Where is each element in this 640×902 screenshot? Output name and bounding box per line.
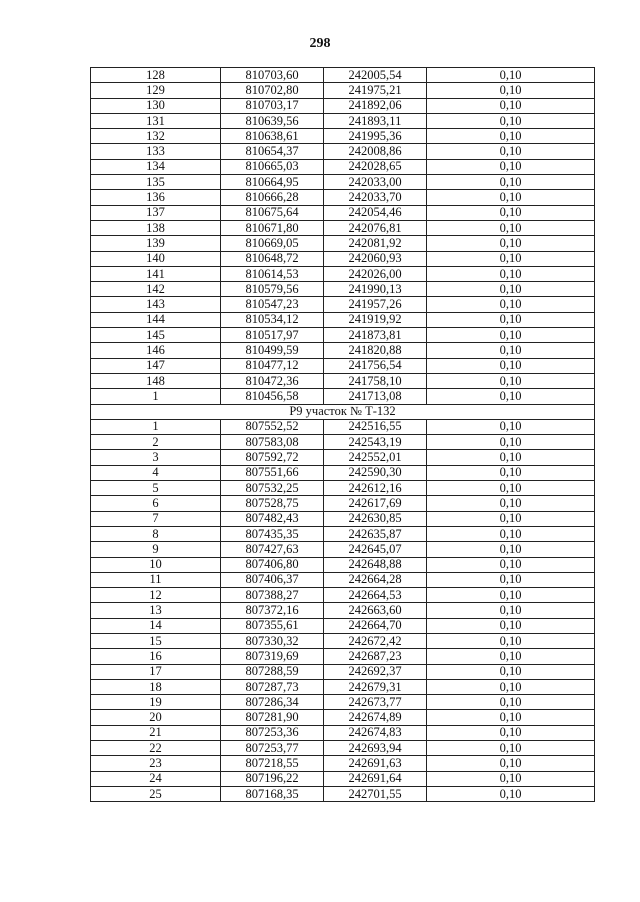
accuracy-cell: 0,10 [427, 526, 595, 541]
x-coordinate-cell: 810648,72 [221, 251, 324, 266]
accuracy-cell: 0,10 [427, 481, 595, 496]
accuracy-cell: 0,10 [427, 572, 595, 587]
table-row [91, 633, 595, 648]
point-number-cell: 17 [91, 664, 221, 679]
y-coordinate-cell: 242005,54 [324, 68, 427, 83]
point-number-cell: 147 [91, 358, 221, 373]
point-number-cell: 18 [91, 679, 221, 694]
table-row [91, 389, 595, 404]
table-row [91, 144, 595, 159]
x-coordinate-cell: 807388,27 [221, 588, 324, 603]
table-row [91, 771, 595, 786]
y-coordinate-cell: 242630,85 [324, 511, 427, 526]
y-coordinate-cell: 242701,55 [324, 786, 427, 801]
point-number-cell: 7 [91, 511, 221, 526]
point-number-cell: 1 [91, 419, 221, 434]
point-number-cell: 145 [91, 328, 221, 343]
table-row [91, 725, 595, 740]
point-number-cell: 25 [91, 786, 221, 801]
x-coordinate-cell: 810579,56 [221, 282, 324, 297]
point-number-cell: 15 [91, 633, 221, 648]
point-number-cell: 23 [91, 756, 221, 771]
y-coordinate-cell: 242645,07 [324, 542, 427, 557]
point-number-cell: 4 [91, 465, 221, 480]
accuracy-cell: 0,10 [427, 175, 595, 190]
accuracy-cell: 0,10 [427, 603, 595, 618]
accuracy-cell: 0,10 [427, 557, 595, 572]
table-row [91, 710, 595, 725]
table-row [91, 511, 595, 526]
table-row [91, 649, 595, 664]
y-coordinate-cell: 242635,87 [324, 526, 427, 541]
point-number-cell: 142 [91, 282, 221, 297]
point-number-cell: 130 [91, 98, 221, 113]
y-coordinate-cell: 242687,23 [324, 649, 427, 664]
accuracy-cell: 0,10 [427, 786, 595, 801]
point-number-cell: 8 [91, 526, 221, 541]
point-number-cell: 141 [91, 266, 221, 281]
table-row [91, 542, 595, 557]
accuracy-cell: 0,10 [427, 205, 595, 220]
point-number-cell: 13 [91, 603, 221, 618]
y-coordinate-cell: 242060,93 [324, 251, 427, 266]
y-coordinate-cell: 242664,53 [324, 588, 427, 603]
accuracy-cell: 0,10 [427, 83, 595, 98]
table-row [91, 113, 595, 128]
table-row [91, 98, 595, 113]
table-row [91, 328, 595, 343]
accuracy-cell: 0,10 [427, 358, 595, 373]
accuracy-cell: 0,10 [427, 695, 595, 710]
y-coordinate-cell: 242054,46 [324, 205, 427, 220]
accuracy-cell: 0,10 [427, 266, 595, 281]
table-row [91, 679, 595, 694]
y-coordinate-cell: 241873,81 [324, 328, 427, 343]
point-number-cell: 137 [91, 205, 221, 220]
point-number-cell: 143 [91, 297, 221, 312]
page-number: 298 [309, 36, 331, 51]
y-coordinate-cell: 242679,31 [324, 679, 427, 694]
accuracy-cell: 0,10 [427, 618, 595, 633]
x-coordinate-cell: 807406,37 [221, 572, 324, 587]
x-coordinate-cell: 810703,60 [221, 68, 324, 83]
coordinates-table-body [91, 68, 595, 802]
point-number-cell: 10 [91, 557, 221, 572]
y-coordinate-cell: 242076,81 [324, 220, 427, 235]
point-number-cell: 24 [91, 771, 221, 786]
accuracy-cell: 0,10 [427, 328, 595, 343]
x-coordinate-cell: 807592,72 [221, 450, 324, 465]
accuracy-cell: 0,10 [427, 664, 595, 679]
y-coordinate-cell: 242081,92 [324, 236, 427, 251]
accuracy-cell: 0,10 [427, 679, 595, 694]
y-coordinate-cell: 242664,28 [324, 572, 427, 587]
accuracy-cell: 0,10 [427, 633, 595, 648]
table-row [91, 756, 595, 771]
accuracy-cell: 0,10 [427, 419, 595, 434]
table-row [91, 159, 595, 174]
x-coordinate-cell: 810639,56 [221, 113, 324, 128]
y-coordinate-cell: 242674,83 [324, 725, 427, 740]
y-coordinate-cell: 242516,55 [324, 419, 427, 434]
y-coordinate-cell: 242693,94 [324, 741, 427, 756]
y-coordinate-cell: 241758,10 [324, 373, 427, 388]
accuracy-cell: 0,10 [427, 725, 595, 740]
x-coordinate-cell: 810477,12 [221, 358, 324, 373]
y-coordinate-cell: 241820,88 [324, 343, 427, 358]
accuracy-cell: 0,10 [427, 373, 595, 388]
accuracy-cell: 0,10 [427, 220, 595, 235]
x-coordinate-cell: 807532,25 [221, 481, 324, 496]
x-coordinate-cell: 807528,75 [221, 496, 324, 511]
accuracy-cell: 0,10 [427, 389, 595, 404]
x-coordinate-cell: 807288,59 [221, 664, 324, 679]
point-number-cell: 21 [91, 725, 221, 740]
y-coordinate-cell: 242590,30 [324, 465, 427, 480]
y-coordinate-cell: 242033,00 [324, 175, 427, 190]
table-row [91, 175, 595, 190]
section-header-row [91, 404, 595, 419]
x-coordinate-cell: 810702,80 [221, 83, 324, 98]
x-coordinate-cell: 807218,55 [221, 756, 324, 771]
table-row [91, 496, 595, 511]
y-coordinate-cell: 241892,06 [324, 98, 427, 113]
accuracy-cell: 0,10 [427, 465, 595, 480]
table-row [91, 343, 595, 358]
y-coordinate-cell: 242033,70 [324, 190, 427, 205]
x-coordinate-cell: 810675,64 [221, 205, 324, 220]
x-coordinate-cell: 810499,59 [221, 343, 324, 358]
table-row [91, 282, 595, 297]
accuracy-cell: 0,10 [427, 450, 595, 465]
table-row [91, 419, 595, 434]
accuracy-cell: 0,10 [427, 236, 595, 251]
accuracy-cell: 0,10 [427, 251, 595, 266]
accuracy-cell: 0,10 [427, 190, 595, 205]
x-coordinate-cell: 810472,36 [221, 373, 324, 388]
x-coordinate-cell: 810456,58 [221, 389, 324, 404]
x-coordinate-cell: 807427,63 [221, 542, 324, 557]
point-number-cell: 19 [91, 695, 221, 710]
y-coordinate-cell: 242663,60 [324, 603, 427, 618]
y-coordinate-cell: 242692,37 [324, 664, 427, 679]
point-number-cell: 6 [91, 496, 221, 511]
accuracy-cell: 0,10 [427, 113, 595, 128]
accuracy-cell: 0,10 [427, 312, 595, 327]
y-coordinate-cell: 242543,19 [324, 435, 427, 450]
x-coordinate-cell: 807253,36 [221, 725, 324, 740]
point-number-cell: 139 [91, 236, 221, 251]
y-coordinate-cell: 242664,70 [324, 618, 427, 633]
x-coordinate-cell: 810666,28 [221, 190, 324, 205]
table-row [91, 664, 595, 679]
y-coordinate-cell: 241957,26 [324, 297, 427, 312]
point-number-cell: 12 [91, 588, 221, 603]
accuracy-cell: 0,10 [427, 649, 595, 664]
accuracy-cell: 0,10 [427, 282, 595, 297]
x-coordinate-cell: 807319,69 [221, 649, 324, 664]
point-number-cell: 9 [91, 542, 221, 557]
point-number-cell: 144 [91, 312, 221, 327]
x-coordinate-cell: 807372,16 [221, 603, 324, 618]
x-coordinate-cell: 810654,37 [221, 144, 324, 159]
y-coordinate-cell: 241756,54 [324, 358, 427, 373]
y-coordinate-cell: 242674,89 [324, 710, 427, 725]
table-row [91, 190, 595, 205]
accuracy-cell: 0,10 [427, 588, 595, 603]
point-number-cell: 22 [91, 741, 221, 756]
point-number-cell: 129 [91, 83, 221, 98]
x-coordinate-cell: 810703,17 [221, 98, 324, 113]
y-coordinate-cell: 242691,64 [324, 771, 427, 786]
table-row [91, 786, 595, 801]
point-number-cell: 138 [91, 220, 221, 235]
x-coordinate-cell: 807583,08 [221, 435, 324, 450]
table-row [91, 481, 595, 496]
y-coordinate-cell: 242552,01 [324, 450, 427, 465]
point-number-cell: 20 [91, 710, 221, 725]
point-number-cell: 136 [91, 190, 221, 205]
y-coordinate-cell: 241713,08 [324, 389, 427, 404]
point-number-cell: 2 [91, 435, 221, 450]
point-number-cell: 146 [91, 343, 221, 358]
x-coordinate-cell: 810665,03 [221, 159, 324, 174]
y-coordinate-cell: 242672,42 [324, 633, 427, 648]
y-coordinate-cell: 242028,65 [324, 159, 427, 174]
table-row [91, 236, 595, 251]
x-coordinate-cell: 810638,61 [221, 129, 324, 144]
x-coordinate-cell: 807355,61 [221, 618, 324, 633]
accuracy-cell: 0,10 [427, 144, 595, 159]
x-coordinate-cell: 807196,22 [221, 771, 324, 786]
y-coordinate-cell: 241975,21 [324, 83, 427, 98]
table-row [91, 588, 595, 603]
x-coordinate-cell: 810669,05 [221, 236, 324, 251]
table-row [91, 266, 595, 281]
accuracy-cell: 0,10 [427, 741, 595, 756]
x-coordinate-cell: 810671,80 [221, 220, 324, 235]
y-coordinate-cell: 242617,69 [324, 496, 427, 511]
x-coordinate-cell: 807253,77 [221, 741, 324, 756]
point-number-cell: 135 [91, 175, 221, 190]
point-number-cell: 140 [91, 251, 221, 266]
table-row [91, 68, 595, 83]
point-number-cell: 3 [91, 450, 221, 465]
section-title: Р9 участок № Т-132 [91, 404, 595, 419]
x-coordinate-cell: 807330,32 [221, 633, 324, 648]
table-row [91, 526, 595, 541]
table-row [91, 358, 595, 373]
point-number-cell: 148 [91, 373, 221, 388]
y-coordinate-cell: 241893,11 [324, 113, 427, 128]
accuracy-cell: 0,10 [427, 297, 595, 312]
point-number-cell: 128 [91, 68, 221, 83]
table-row [91, 557, 595, 572]
point-number-cell: 5 [91, 481, 221, 496]
point-number-cell: 14 [91, 618, 221, 633]
x-coordinate-cell: 807168,35 [221, 786, 324, 801]
table-row [91, 312, 595, 327]
y-coordinate-cell: 241919,92 [324, 312, 427, 327]
y-coordinate-cell: 242691,63 [324, 756, 427, 771]
table-row [91, 83, 595, 98]
x-coordinate-cell: 810664,95 [221, 175, 324, 190]
accuracy-cell: 0,10 [427, 129, 595, 144]
x-coordinate-cell: 810534,12 [221, 312, 324, 327]
point-number-cell: 11 [91, 572, 221, 587]
x-coordinate-cell: 807482,43 [221, 511, 324, 526]
x-coordinate-cell: 807435,35 [221, 526, 324, 541]
table-row [91, 572, 595, 587]
accuracy-cell: 0,10 [427, 771, 595, 786]
table-row [91, 695, 595, 710]
accuracy-cell: 0,10 [427, 343, 595, 358]
x-coordinate-cell: 807552,52 [221, 419, 324, 434]
accuracy-cell: 0,10 [427, 511, 595, 526]
x-coordinate-cell: 807287,73 [221, 679, 324, 694]
table-row [91, 618, 595, 633]
y-coordinate-cell: 242612,16 [324, 481, 427, 496]
accuracy-cell: 0,10 [427, 98, 595, 113]
coordinates-table [90, 67, 595, 802]
x-coordinate-cell: 807281,90 [221, 710, 324, 725]
accuracy-cell: 0,10 [427, 756, 595, 771]
x-coordinate-cell: 810614,53 [221, 266, 324, 281]
table-row [91, 435, 595, 450]
table-row [91, 465, 595, 480]
x-coordinate-cell: 807551,66 [221, 465, 324, 480]
table-row [91, 603, 595, 618]
accuracy-cell: 0,10 [427, 496, 595, 511]
table-row [91, 297, 595, 312]
point-number-cell: 1 [91, 389, 221, 404]
x-coordinate-cell: 807406,80 [221, 557, 324, 572]
table-row [91, 450, 595, 465]
x-coordinate-cell: 810547,23 [221, 297, 324, 312]
table-row [91, 205, 595, 220]
y-coordinate-cell: 242648,88 [324, 557, 427, 572]
y-coordinate-cell: 242673,77 [324, 695, 427, 710]
x-coordinate-cell: 810517,97 [221, 328, 324, 343]
table-row [91, 251, 595, 266]
accuracy-cell: 0,10 [427, 68, 595, 83]
point-number-cell: 133 [91, 144, 221, 159]
accuracy-cell: 0,10 [427, 159, 595, 174]
y-coordinate-cell: 241995,36 [324, 129, 427, 144]
y-coordinate-cell: 241990,13 [324, 282, 427, 297]
table-row [91, 741, 595, 756]
accuracy-cell: 0,10 [427, 542, 595, 557]
table-row [91, 220, 595, 235]
point-number-cell: 16 [91, 649, 221, 664]
x-coordinate-cell: 807286,34 [221, 695, 324, 710]
accuracy-cell: 0,10 [427, 435, 595, 450]
table-row [91, 129, 595, 144]
point-number-cell: 132 [91, 129, 221, 144]
accuracy-cell: 0,10 [427, 710, 595, 725]
y-coordinate-cell: 242008,86 [324, 144, 427, 159]
point-number-cell: 131 [91, 113, 221, 128]
y-coordinate-cell: 242026,00 [324, 266, 427, 281]
point-number-cell: 134 [91, 159, 221, 174]
table-row [91, 373, 595, 388]
